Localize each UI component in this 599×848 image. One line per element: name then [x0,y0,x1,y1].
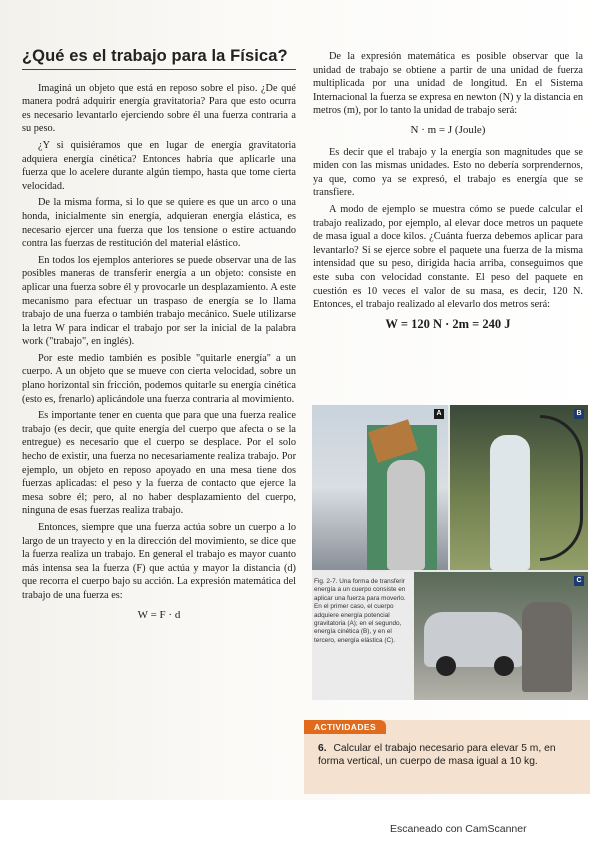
paragraph: De la misma forma, si lo que se quiere es que un arco o una honda, inicialmente sin energía, adquieran energía elástica, es necesario ejercer una fuerza que los tensione o estire actuando contra las fuerzas de restitución del material elástico. [22,197,296,250]
activities-box [304,720,590,794]
work-formula: W = F · d [137,608,181,621]
wheel-shape [436,656,456,676]
activities-tab: ACTIVIDADES [304,720,386,734]
figure-photos [312,405,588,700]
page-title: ¿Qué es el trabajo para la Física? [22,50,296,70]
paragraph: Entonces, siempre que una fuerza actúa sobre un cuerpo a lo largo de un trayecto y en la dirección del movimiento, se dice que la fuerza realiza un trabajo. En general el trabajo es mayor cuanto más intensa sea la fuerza (F) que actúa y mayor la distancia (d) que recorra el cuerpo bajo su acción. La expresión matemática del trabajo de una fuerza es: [22,522,296,601]
photo-archer [450,405,588,570]
scanner-footer: Escaneado con CamScanner [390,823,527,835]
person-shape [387,460,425,570]
paragraph: En todos los ejemplos anteriores se puede observar una de las posibles maneras de transferir energía a un objeto: consiste en aplicar una fuerza sobre él y provocarle un desplazamiento. A este mecanismo para efectuar un traspaso de energía se lo llama trabajo de una fuerza o también trabajo mecánico. Suele utilizarse la letra W para indicar el trabajo por ser la inicial de la palabra work ("trabajo", en inglés). [22,254,296,348]
figure-label-a: A [434,409,444,419]
photo-lifting-box [312,405,448,570]
wheel-shape [494,656,514,676]
unit-formula: N · m = J (Joule) [410,123,486,136]
paragraph: Imaginá un objeto que está en reposo sobre el piso. ¿De qué manera podrá adquirir energía gravitatoria? Para que esto ocurra es necesario levantarlo ejerciendo sobre él una fuerza contraria a su peso. [22,82,296,135]
left-column [22,47,296,630]
paragraph: ¿Y si quisiéramos que en lugar de energía gravitatoria adquiera energía cinética? Entonces habría que aplicarle una fuerza que lo acelere durante algún tiempo, hasta que tome cierta velocidad. [22,139,296,192]
photo-pushing-car [312,572,588,700]
activity-item [318,742,578,768]
archer-shape [490,435,530,570]
paragraph: Es decir que el trabajo y la energía son magnitudes que se miden con las mismas unidades. Esto no debería sorprendernos, ya que, como ya se expresó, el trabajo es energía que se transfiere. [313,146,583,199]
figure-label-b: B [574,409,584,419]
paragraph: Es importante tener en cuenta que para que una fuerza realice trabajo (es decir, que quite energía del cuerpo que afecta o se la entregue) es necesario que el cuerpo se desplace. Por el solo hecho de existir, una fuerza no necesariamente realiza trabajo. Por ejemplo, un objeto en reposo apoyado en una mesa tiene dos fuerzas aplicadas: el peso y la fuerza de contacto que ejerce la mesa sobre él; pero, al no haber desplazamiento del cuerpo, ninguna de esas fuerzas realiza trabajo. [22,410,296,517]
paragraph: De la expresión matemática es posible observar que la unidad de trabajo se obtiene a partir de una unidad de fuerza multiplicada por una unidad de longitud. En el Sistema Internacional la fuerza se expresa en newton (N) y la distancia en metros (m), por lo tanto la unidad de trabajo será: [313,51,583,117]
people-shape [522,602,572,692]
paragraph: Por este medio también es posible "quitarle energía" a un cuerpo. A un objeto que se mueve con cierta velocidad, sobre un plano horizontal sin fricción, podemos quitarle su energía cinética (esto es, frenarlo) aplicándole una fuerza contraria al movimiento. [22,352,296,405]
activity-text: Calcular el trabajo necesario para elevar 5 m, en forma vertical, un cuerpo de masa igual a 10 kg. [318,743,556,767]
figure-caption: Fig. 2-7. Una forma de transferir energía a un cuerpo consiste en aplicar una fuerza para moverlo. En el primer caso, el cuerpo adquiere energía potencial gravitatoria (A); en el segundo, energía cinética (B), y en el tercero, energía elástica (C). [314,578,406,644]
example-formula: W = 120 N · 2m = 240 J [385,316,511,331]
right-column [313,50,583,339]
paragraph: A modo de ejemplo se muestra cómo se puede calcular el trabajo realizado, por ejemplo, al elevar doce metros un paquete de masa igual a doce kilos. ¿Cuánta fuerza debemos aplicar para levantarlo? Si se ejerce sobre el paquete una fuerza de la misma intensidad que su peso, dirigida hacia arriba, conseguimos que este suba con velocidad constante. El peso del paquete en cuestión es 10 veces el valor de su masa, es decir, 120 N. Entonces, el trabajo realizado al elevarlo dos metros será: [313,203,583,311]
activity-number: 6. [318,743,327,754]
bow-shape [540,415,583,561]
figure-label-c: C [574,576,584,586]
